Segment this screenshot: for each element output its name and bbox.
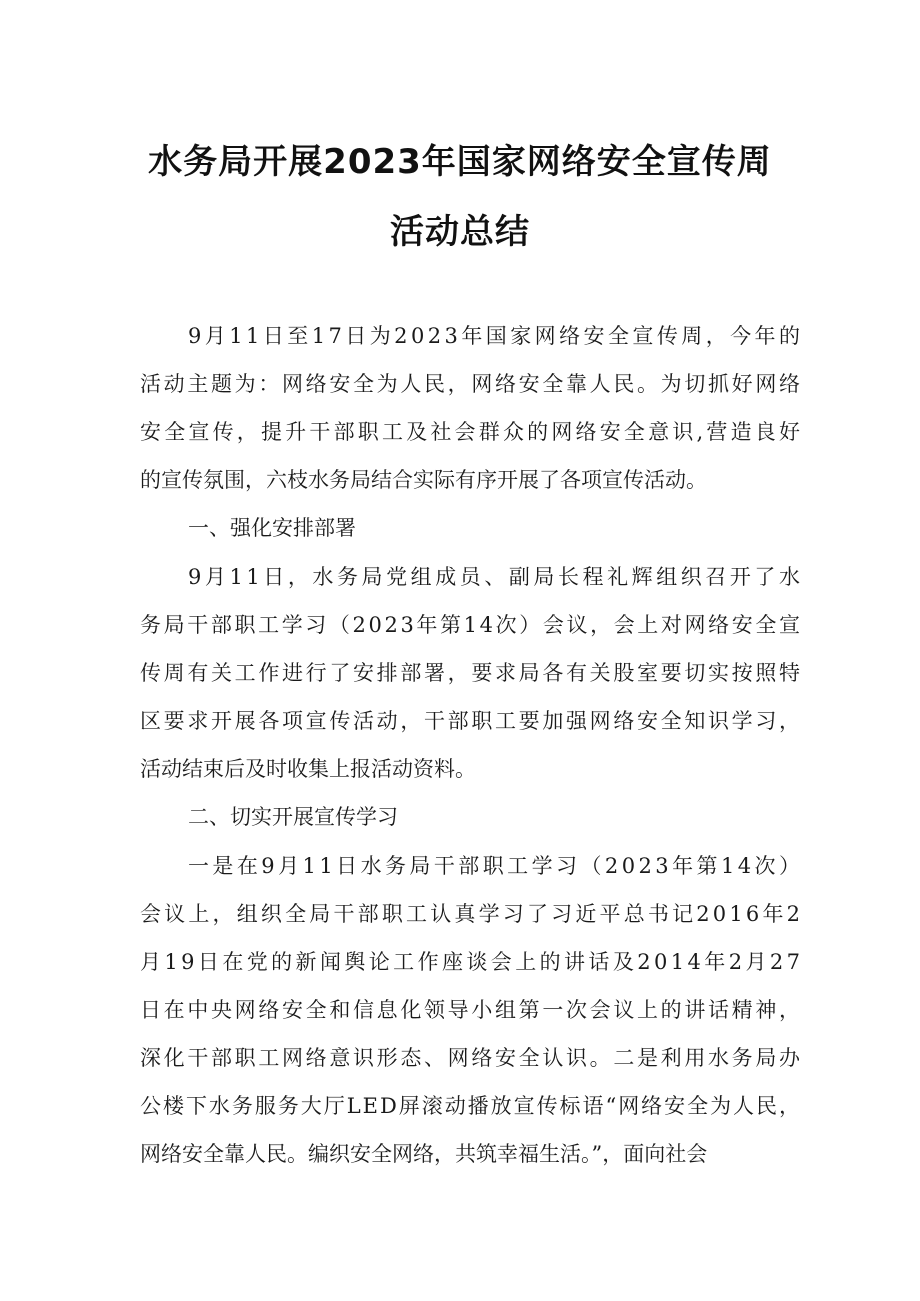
paragraph-1-line: 9月11日至17日为2023年国家网络安全宣传周，今年的: [188, 324, 804, 348]
paragraph-3-line: 深化干部职工网络意识形态、网络安全认识。二是利用水务局办: [140, 1046, 803, 1070]
paragraph-1-line: 的宣传氛围，六枝水务局结合实际有序开展了各项宣传活动。: [140, 468, 707, 492]
paragraph-3-line: 一是在9月11日水务局干部职工学习（2023年第14次）: [188, 854, 804, 878]
paragraph-3-line: 月19日在党的新闻舆论工作座谈会上的讲话及2014年2月27: [140, 950, 804, 974]
paragraph-2-line: 传周有关工作进行了安排部署，要求局各有关股室要切实按照特: [140, 661, 803, 685]
paragraph-3-line: 公楼下水务服务大厅LED屏滚动播放宣传标语“网络安全为人民，: [140, 1094, 802, 1118]
paragraph-2-line: 区要求开展各项宣传活动，干部职工要加强网络安全知识学习，: [140, 709, 803, 733]
paragraph-1-line: 安全宣传，提升干部职工及社会群众的网络安全意识,营造良好: [140, 420, 804, 444]
paragraph-3-line: 日在中央网络安全和信息化领导小组第一次会议上的讲话精神，: [140, 998, 803, 1022]
section-heading-1: 一、强化安排部署: [188, 516, 356, 540]
paragraph-2-line: 务局干部职工学习（2023年第14次）会议，会上对网络安全宣: [140, 613, 803, 637]
paragraph-3-line: 会议上，组织全局干部职工认真学习了习近平总书记2016年2: [140, 902, 804, 926]
paragraph-1-line: 活动主题为：网络安全为人民，网络安全靠人民。为切抓好网络: [140, 372, 803, 396]
paragraph-3-line: 网络安全靠人民。编织安全网络，共筑幸福生活。”，面向社会: [140, 1142, 708, 1166]
paragraph-2-line: 9月11日，水务局党组成员、副局长程礼辉组织召开了水: [188, 565, 804, 589]
document-title-line-2: 活动总结: [390, 212, 530, 252]
document-title-line-1: 水务局开展2023年国家网络安全宣传周: [148, 142, 772, 182]
paragraph-2-line: 活动结束后及时收集上报活动资料。: [140, 757, 476, 781]
section-heading-2: 二、切实开展宣传学习: [188, 805, 398, 829]
